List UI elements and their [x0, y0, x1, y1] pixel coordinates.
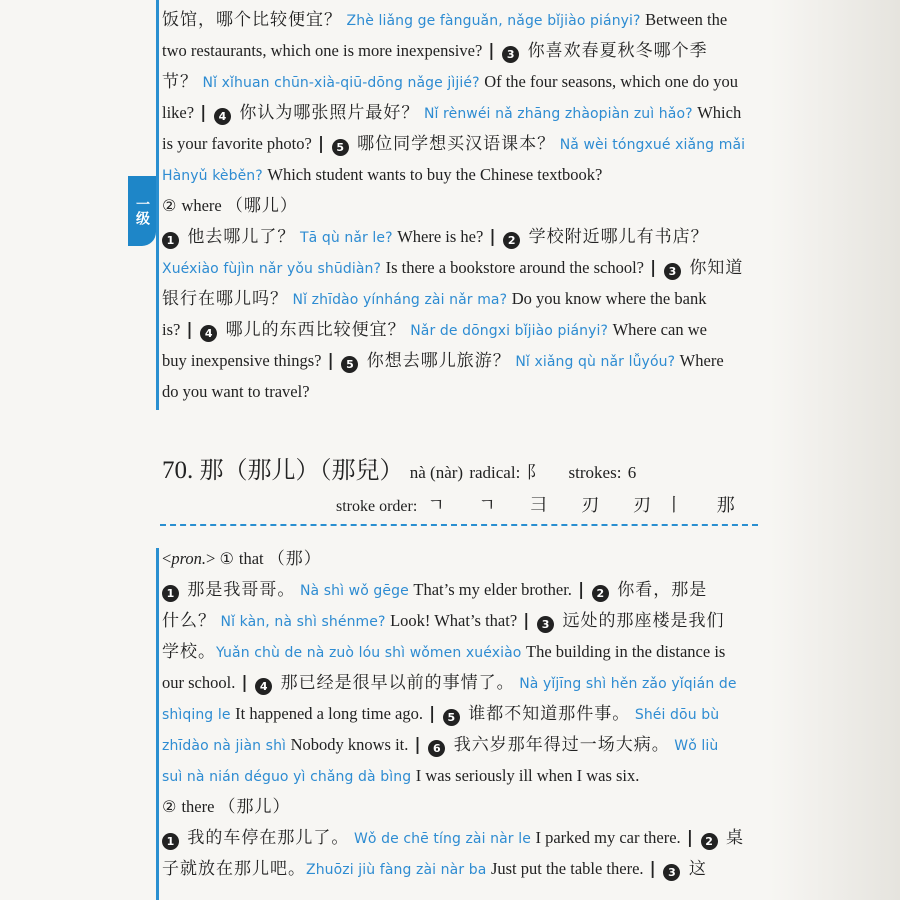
strokes-value: 6: [627, 463, 637, 482]
pinyin-text: Wǒ de chē tíng zài nàr le: [349, 831, 536, 847]
chinese-text: 那是我哥哥。: [181, 580, 296, 600]
chinese-text: （那儿）: [218, 797, 291, 817]
pinyin-text: Nǐ rènwéi nǎ zhāng zhàopiàn zuì hǎo?: [419, 106, 698, 122]
entry-variant-traditional: （那兒）: [319, 456, 404, 484]
english-text: Between the: [645, 10, 728, 29]
text-line: [162, 221, 762, 252]
text-line: [162, 283, 762, 314]
english-text: Where: [679, 351, 724, 370]
text-line: [162, 159, 762, 190]
text-line: [162, 760, 762, 791]
text-line: [162, 314, 762, 345]
example-number-badge: 3: [502, 46, 519, 63]
bottom-examples-block: [162, 543, 762, 884]
separator: |: [429, 704, 441, 723]
pinyin-text: suì nà nián déguo yì chǎng dà bìng: [162, 769, 416, 785]
example-number-badge: 1: [162, 232, 179, 249]
entry-heading: [162, 452, 782, 488]
pinyin-text: Tā qù nǎr le?: [295, 230, 398, 246]
example-number-badge: 4: [255, 678, 272, 695]
pinyin-text: Wǒ liù: [669, 738, 719, 754]
english-text: do you want to travel?: [162, 382, 310, 401]
entry-variant-simplified: （那儿）: [223, 456, 320, 484]
example-number-badge: 5: [332, 139, 349, 156]
separator: |: [317, 134, 330, 153]
english-text: Which student wants to buy the Chinese textbook?: [267, 165, 603, 184]
dashed-divider: [160, 524, 758, 526]
example-number-badge: 2: [503, 232, 520, 249]
english-text: is your favorite photo?: [162, 134, 316, 153]
chinese-text: 桌: [719, 828, 744, 848]
english-text: >: [206, 549, 220, 568]
text-line: [162, 376, 762, 407]
chinese-text: 节？: [162, 72, 198, 92]
english-text: Just put the table there.: [490, 859, 648, 878]
chinese-text: （哪儿）: [225, 196, 298, 216]
english-text: The building in the distance is: [525, 642, 726, 661]
text-line: [162, 97, 762, 128]
sense-number: ②: [162, 196, 182, 215]
pinyin-text: Nǐ kàn, nà shì shénme?: [216, 614, 391, 630]
chinese-text: 你喜欢春夏秋冬哪个季: [521, 41, 708, 61]
chinese-text: 银行在哪儿吗？: [162, 289, 288, 309]
section-bar-top: [156, 0, 159, 410]
text-line: [162, 822, 762, 853]
english-text: is?: [162, 320, 185, 339]
chinese-text: 学校。: [162, 642, 216, 662]
example-number-badge: 1: [162, 833, 179, 850]
chinese-text: 他去哪儿了？: [181, 227, 296, 247]
english-text: I was seriously ill when I was six.: [415, 766, 640, 785]
english-text: like?: [162, 103, 199, 122]
separator: |: [649, 859, 662, 878]
chinese-text: 那已经是很早以前的事情了。: [274, 673, 515, 693]
chinese-text: 子就放在那儿吧。: [162, 859, 306, 879]
separator: |: [488, 41, 501, 60]
chinese-text: 学校附近哪儿有书店？: [522, 227, 709, 247]
pinyin-text: Hànyǔ kèběn?: [162, 168, 268, 184]
english-text: Where is he?: [397, 227, 488, 246]
text-line: [162, 636, 762, 667]
separator: |: [186, 320, 199, 339]
english-text: that: [238, 549, 268, 568]
pinyin-text: Nǎ wèi tóngxué xiǎng mǎi: [555, 137, 746, 153]
pinyin-text: Nǐ xǐhuan chūn-xià-qiū-dōng nǎge jìjié?: [198, 75, 485, 91]
example-number-badge: 1: [162, 585, 179, 602]
english-text: there: [181, 797, 219, 816]
text-line: [162, 791, 762, 822]
english-text: Of the four seasons, which one do you: [484, 72, 739, 91]
entry-character: 那: [199, 456, 224, 484]
chinese-text: 你看，那是: [610, 580, 708, 600]
english-text: That’s my elder brother.: [413, 580, 577, 599]
pinyin-text: Yuǎn chù de nà zuò lóu shì wǒmen xuéxiào: [216, 645, 526, 661]
pinyin-text: shìqing le: [162, 707, 236, 723]
example-number-badge: 5: [341, 356, 358, 373]
text-line: [162, 252, 762, 283]
text-line: [162, 574, 762, 605]
example-number-badge: 2: [592, 585, 609, 602]
pinyin-text: Nà shì wǒ gēge: [295, 583, 414, 599]
english-text: two restaurants, which one is more inexpensive?: [162, 41, 487, 60]
text-line: [162, 35, 762, 66]
english-text: buy inexpensive things?: [162, 351, 326, 370]
text-line: [162, 4, 762, 35]
pinyin-text: zhīdào nà jiàn shì: [162, 738, 291, 754]
pinyin-text: Zhuōzi jiù fàng zài nàr ba: [306, 862, 491, 878]
separator: |: [523, 611, 536, 630]
entry-number: 70.: [162, 457, 194, 484]
radical-label: radical:: [469, 463, 521, 482]
chinese-text: 你知道: [682, 258, 744, 278]
pinyin-text: Nà yǐjīng shì hěn zǎo yǐqián de: [514, 676, 737, 692]
example-number-badge: 4: [214, 108, 231, 125]
chinese-text: 我六岁那年得过一场大病。: [447, 735, 670, 755]
english-text: Look! What’s that?: [390, 611, 522, 630]
text-line: [162, 543, 762, 574]
level-tab: 一级: [128, 176, 156, 246]
strokes-label: strokes:: [568, 463, 622, 482]
english-text: Nobody knows it.: [290, 735, 413, 754]
separator: |: [241, 673, 254, 692]
chinese-text: 你想去哪儿旅游？: [360, 351, 511, 371]
example-number-badge: 3: [663, 864, 680, 881]
separator: |: [686, 828, 699, 847]
text-line: [162, 698, 762, 729]
part-of-speech: pron.: [171, 549, 206, 568]
text-line: [162, 345, 762, 376]
text-line: [162, 605, 762, 636]
example-number-badge: 3: [537, 616, 554, 633]
text-line: [162, 853, 762, 884]
pinyin-text: Xuéxiào fùjìn nǎr yǒu shūdiàn?: [162, 261, 386, 277]
pinyin-text: Nǐ zhīdào yínháng zài nǎr ma?: [288, 292, 512, 308]
page-gutter-shadow: [770, 0, 900, 900]
entry-pinyin: nà (nàr): [409, 463, 464, 482]
pinyin-text: Nǐ xiǎng qù nǎr lǚyóu?: [510, 354, 680, 370]
chinese-text: 哪位同学想买汉语课本？: [350, 134, 556, 154]
separator: |: [578, 580, 590, 599]
stroke-order-label: stroke order:: [336, 498, 418, 515]
sense-number: ②: [162, 797, 182, 816]
english-text: Which: [697, 103, 742, 122]
separator: |: [327, 351, 340, 370]
separator: |: [414, 735, 427, 754]
separator: |: [200, 103, 212, 122]
text-line: [162, 128, 762, 159]
english-text: I parked my car there.: [535, 828, 685, 847]
chinese-text: 哪儿的东西比较便宜？: [219, 320, 406, 340]
english-text: Where can we: [612, 320, 707, 339]
chinese-text: 饭馆，哪个比较便宜？: [162, 10, 342, 30]
text-line: [162, 190, 762, 221]
example-number-badge: 5: [443, 709, 460, 726]
chinese-text: 远处的那座楼是我们: [556, 611, 725, 631]
separator: |: [489, 227, 502, 246]
english-text: where: [181, 196, 226, 215]
english-text: Is there a bookstore around the school?: [385, 258, 649, 277]
text-line: [162, 667, 762, 698]
chinese-text: 我的车停在那儿了。: [181, 828, 350, 848]
chinese-text: 这: [682, 859, 707, 879]
example-number-badge: 2: [701, 833, 718, 850]
text-line: [162, 729, 762, 760]
section-bar-bottom: [156, 548, 159, 900]
english-text: our school.: [162, 673, 240, 692]
english-text: It happened a long time ago.: [235, 704, 428, 723]
chinese-text: 你认为哪张照片最好？: [232, 103, 420, 123]
top-examples-block: [162, 4, 762, 407]
separator: |: [650, 258, 662, 277]
stroke-order-sequence: ㄱ ㄱ 彐 刃 刃丨 那: [427, 495, 749, 516]
chinese-text: 什么？: [162, 611, 216, 631]
english-text: <: [162, 549, 172, 568]
example-number-badge: 4: [200, 325, 217, 342]
pinyin-text: Nǎr de dōngxi bǐjiào piányi?: [405, 323, 613, 339]
pinyin-text: Shéi dōu bù: [630, 707, 720, 723]
chinese-text: （那）: [267, 549, 322, 569]
text-line: [162, 66, 762, 97]
radical-value: 阝: [526, 463, 544, 482]
sense-number: ①: [219, 549, 239, 568]
chinese-text: 谁都不知道那件事。: [461, 704, 631, 724]
example-number-badge: 6: [428, 740, 445, 757]
example-number-badge: 3: [664, 263, 681, 280]
pinyin-text: Zhè liǎng ge fànguǎn, nǎge bǐjiào piányi?: [342, 13, 646, 29]
english-text: Do you know where the bank: [511, 289, 707, 308]
stroke-order-row: [336, 492, 749, 520]
